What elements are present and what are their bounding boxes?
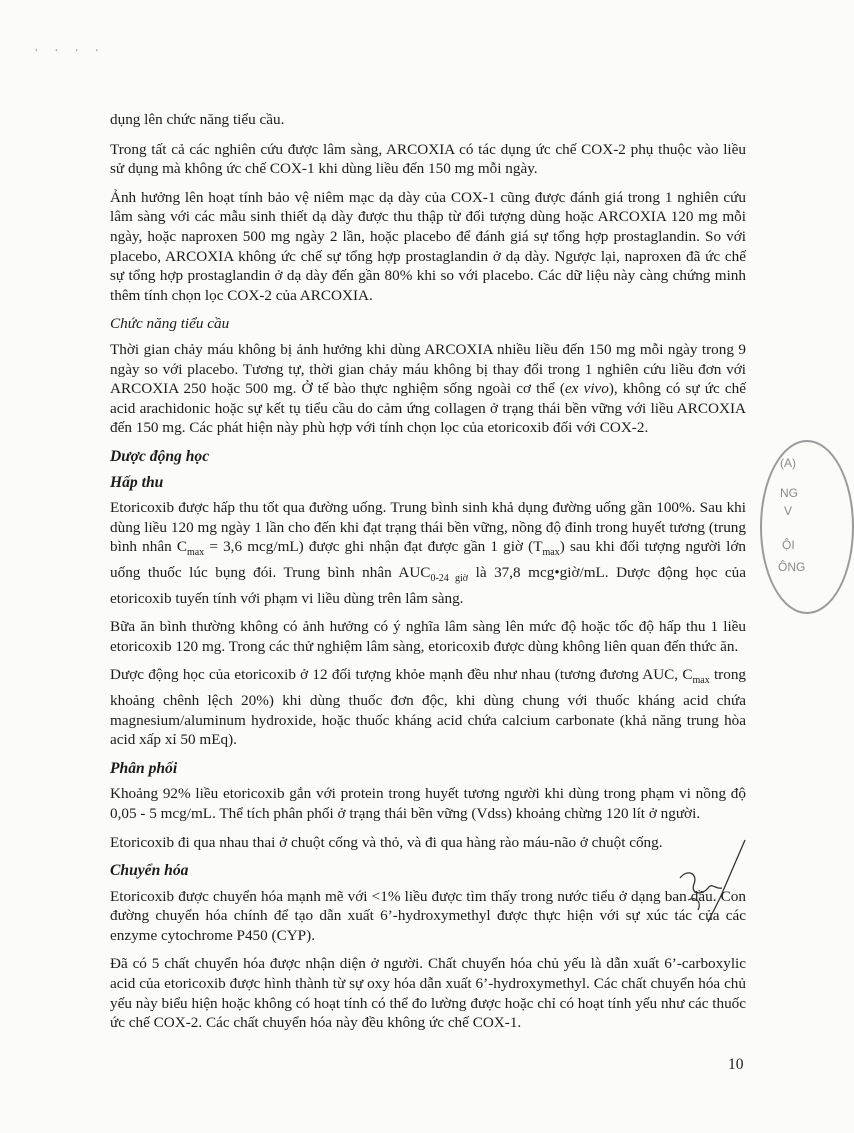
paragraph: Thời gian chảy máu không bị ảnh hưởng khi dùng ARCOXIA nhiều liều đến 150 mg mỗi ngày trong 9 ngày so với placebo. Tương tự, thời gian chảy máu không bị thay đổi trong 1 nghiên cứu liều đơn với ARCOXIA 250 hoặc 500 mg. Ở tế bào thực nghiệm sống ngoài cơ thể (ex vivo), không có sự ức chế acid arachidonic hoặc sự kết tụ tiểu cầu do cảm ứng collagen ở trạng thái bền vững với liều ARCOXIA đến 150 mg. Các phát hiện này phù hợp với tính chọn lọc của etoricoxib đối với COX-2. (110, 340, 746, 437)
paragraph: Bữa ăn bình thường không có ảnh hưởng có ý nghĩa lâm sàng lên mức độ hoặc tốc độ hấp thu 1 liều etoricoxib 120 mg. Trong các thử nghiệm lâm sàng, etoricoxib được dùng không liên quan đến thức ăn. (110, 618, 746, 655)
paragraph: Đã có 5 chất chuyển hóa được nhận diện ở người. Chất chuyển hóa chủ yếu là dẫn xuất 6’-carboxylic acid của etoricoxib được hình thành từ sự oxy hóa dẫn xuất 6’-hydroxymethyl. Các chất chuyển hóa chủ yếu này biểu hiện hoặc không có hoạt tính có thể đo lường được hoặc chỉ có hoạt tính yếu như các thuốc ức chế COX-2. Các chất chuyển hóa này đều không ức chế COX-1. (110, 955, 746, 1032)
scan-specks: · · · · (34, 44, 106, 59)
section-heading-pharmacokinetics: Dược động học (110, 447, 210, 465)
paragraph: dụng lên chức năng tiểu cầu. (110, 111, 285, 128)
signature-mark (650, 838, 750, 928)
paragraph: Ảnh hưởng lên hoạt tính bảo vệ niêm mạc dạ dày của COX-1 cũng được đánh giá trong 1 nghiên cứu lâm sàng với các mẫu sinh thiết dạ dày được thu thập từ đối tượng dùng hoặc ARCOXIA 120 mg mỗi ngày, hoặc naproxen 500 mg ngày 2 lần, hoặc placebo để đánh giá sự tổng hợp prostaglandin. So với placebo, ARCOXIA không ức chế sự tổng hợp prostaglandin ở dạ dày. Ngược lại, naproxen đã ức chế sự tổng hợp prostaglandin ở dạ dày đến gần 80% khi so với placebo. Các dữ liệu này càng chứng minh thêm tính chọn lọc COX-2 của ARCOXIA. (110, 188, 746, 304)
seal-stamp: (A) NG V ỘI ÔNG (760, 440, 854, 614)
paragraph: Trong tất cả các nghiên cứu được lâm sàng, ARCOXIA có tác dụng ức chế COX-2 phụ thuộc vào liều sử dụng mà không ức chế COX-1 khi dùng liều đến 150 mg mỗi ngày. (110, 140, 746, 178)
paragraph: Khoảng 92% liều etoricoxib gắn với protein trong huyết tương người khi dùng trong phạm vi nồng độ 0,05 - 5 mcg/mL. Thể tích phân phối ở trạng thái bền vững (Vdss) khoảng chừng 120 lít ở người. (110, 785, 746, 822)
section-heading-metabolism: Chuyển hóa (110, 862, 189, 880)
section-heading-distribution: Phân phối (110, 759, 178, 777)
paragraph: Dược động học của etoricoxib ở 12 đối tượng khỏe mạnh đều như nhau (tương đương AUC, $C_{max}$ trong khoảng chênh lệch 20%) khi dùng thuốc đơn độc, khi dùng chung với thuốc kháng acid chứa magnesium/aluminum hydroxide, hoặc thuốc kháng acid chứa calcium carbonate (khả năng trung hòa acid xấp xỉ 50 mEq). (110, 666, 747, 749)
section-heading-absorption: Hấp thu (110, 473, 164, 491)
paragraph: Etoricoxib đi qua nhau thai ở chuột cống và thỏ, và đi qua hàng rào máu-não ở chuột cống. (110, 833, 663, 851)
page-number: 10 (728, 1056, 744, 1073)
paragraph: Etoricoxib được chuyển hóa mạnh mẽ với <1% liều được tìm thấy trong nước tiểu ở dạng ban đầu. Con đường chuyển hóa chính để tạo dẫn xuất 6’-hydroxymethyl được thực hiện với sự xúc tác của các enzyme cytochrome P450 (CYP). (110, 887, 746, 944)
paragraph: Etoricoxib được hấp thu tốt qua đường uống. Trung bình sinh khả dụng đường uống gần 100%. Sau khi dùng liều 120 mg ngày 1 lần cho đến khi đạt trạng thái bền vững, nồng độ đỉnh trong huyết tương (trung bình nhân $C_{max} = 3,6$ mcg/mL) được ghi nhận đạt được gần 1 giờ $(T_{max})$ sau khi đối tượng người lớn uống thuốc lúc bụng đói. Trung bình nhân $AUC_{0-24 giờ}$ là 37,8 mcg•giờ/mL. Dược động học của etoricoxib tuyến tính với phạm vi liều dùng trên lâm sàng. (110, 499, 747, 607)
subheading-platelet-function: Chức năng tiểu cầu (110, 315, 230, 333)
